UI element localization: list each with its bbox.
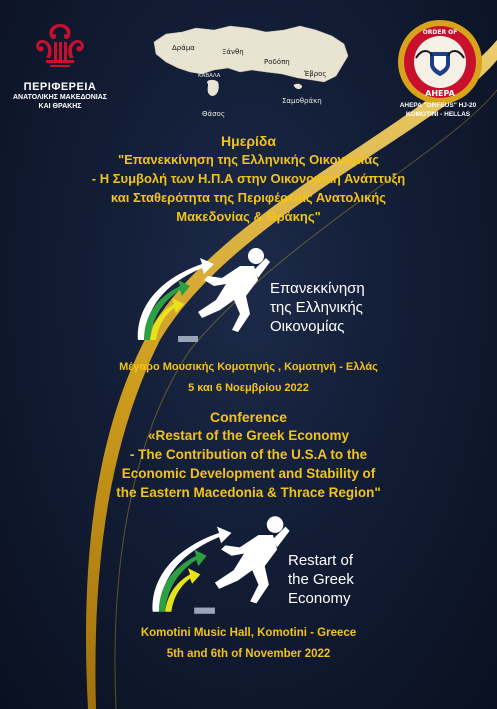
badge-top-text: ORDER OF [422,29,458,36]
greek-heading: Ημερίδα [221,133,276,149]
greek-logo-text-line3: Οικονομίας [270,318,345,335]
sprinter-icon [194,516,289,613]
english-logo-text-line1: Restart of [288,552,354,569]
sprinter-logo-greek [130,240,270,348]
map-label-evros: Έβρος [304,70,327,78]
greek-logo-text-line2: της Ελληνικής [270,299,363,316]
english-logo-text [288,551,354,608]
greek-title-line4: Μακεδονίας & Θράκης" [176,209,321,224]
greek-dates: 5 και 6 Νοεμβρίου 2022 [188,382,309,394]
english-venue: Komotini Music Hall, Komotini - Greece [140,627,357,639]
map-label-kavala: ΚΑΒΑΛΑ [198,73,221,79]
greek-venue: Μέγαρο Μουσικής Κομοτηνής , Κομοτηνή - Ελλάς [119,361,378,373]
ahepa-emblem-icon [396,18,484,106]
sprinter-logo-english [142,508,292,620]
map-label-thasos: Θάσος [202,110,225,118]
region-subtitle-line2: ΚΑΙ ΘΡΑΚΗΣ [38,103,82,110]
greek-logo-text [270,279,365,336]
greek-title-line2: - Η Συμβολή των Η.Π.Α στην Οικονομική Ανάπτυξη [91,171,406,186]
region-name: ΠΕΡΙΦΕΡΕΙΑ [23,81,97,93]
map-label-rodopi: Ροδόπη [264,58,290,66]
english-heading: Conference [209,409,288,425]
map-label-drama: Δράμα [172,44,195,52]
map-label-samothraki: Σαμοθράκη [282,97,322,105]
english-title-line2: - The Contribution of the U.S.A to the [129,447,368,462]
badge-caption-line1: AHEPA "ORFEUS" HJ-20 [399,102,477,109]
growth-arrows-icon [153,527,232,612]
english-logo-text-line2: the Greek [288,571,354,588]
english-title-line3: Economic Development and Stability of [121,466,376,481]
region-subtitle-line1: ΑΝΑΤΟΛΙΚΗΣ ΜΑΚΕΔΟΝΙΑΣ [12,94,107,101]
badge-center-text: AHEPA [425,89,455,98]
column-capital-icon [32,18,88,74]
english-title-line4: the Eastern Macedonia & Thrace Region" [116,485,381,500]
region-logo [10,18,110,111]
region-map-shape [148,22,368,122]
english-logo-text-line3: Economy [288,590,351,607]
english-dates: 5th and 6th of November 2022 [166,648,331,660]
sprinter-icon [178,248,270,342]
greek-logo-text-line1: Επανεκκίνηση [270,280,365,297]
greek-title-line1: "Επανεκκίνηση της Ελληνικής Οικονομίας [117,152,380,167]
greek-title-line3: και Σταθερότητα της Περιφέρειας Ανατολικής [110,190,387,205]
badge-caption [378,101,497,119]
growth-arrows-icon [138,258,214,340]
map-label-xanthi: Ξάνθη [222,48,244,56]
badge-caption-line2: KOMOTINI - HELLAS [405,111,471,118]
region-map [148,22,368,127]
english-title-line1: «Restart of the Greek Economy [147,428,350,443]
